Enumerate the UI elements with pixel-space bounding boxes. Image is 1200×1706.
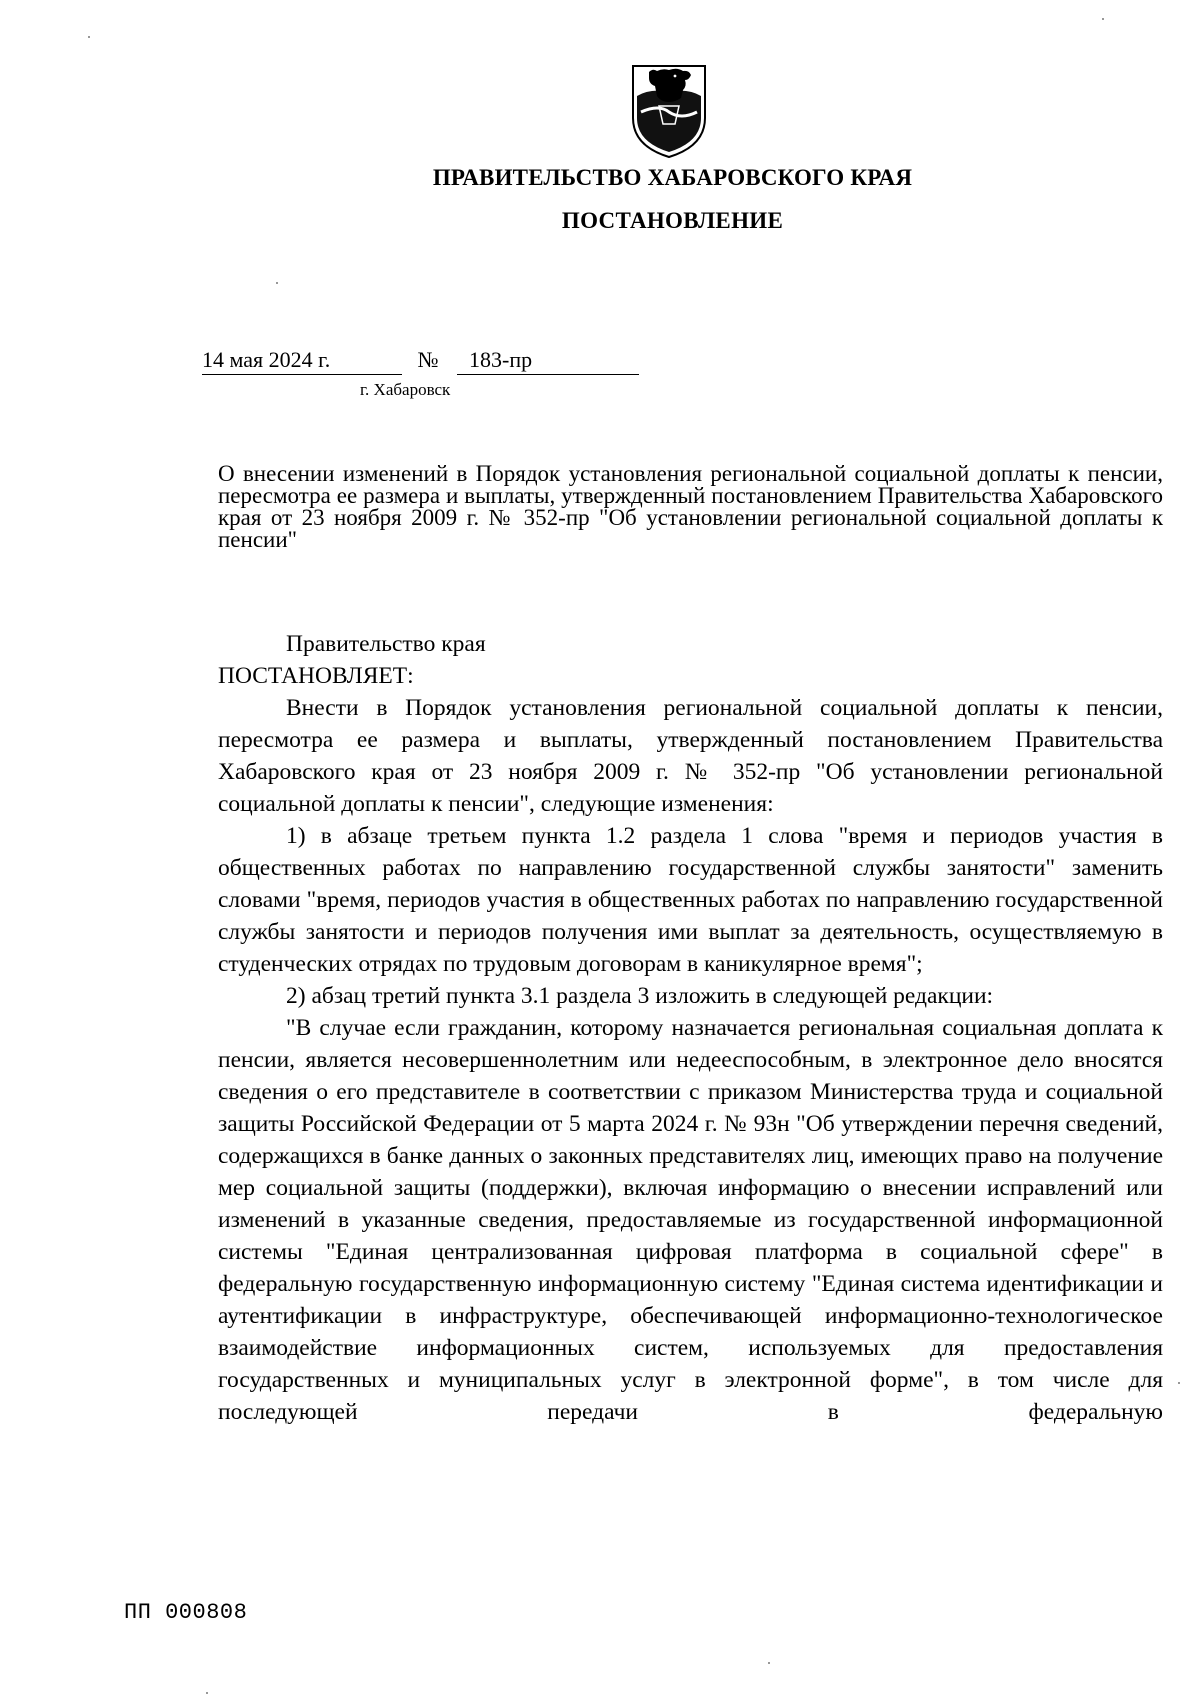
scan-speck bbox=[768, 1662, 770, 1664]
document-subject: О внесении изменений в Порядок установления региональной социальной доплаты к пенсии, пересмотра ее размера и выплаты, утвержденный постановлением Правительства Хабаровского края от 23 ноября 2009 г. № 352-пр "Об установлении региональной социальной доплаты к пенсии" bbox=[218, 461, 1163, 552]
scan-speck bbox=[276, 282, 278, 284]
intro-paragraph: Внести в Порядок установления региональной социальной доплаты к пенсии, пересмотра ее размера и выплаты, утвержденный постановлением Правительства Хабаровского края от 23 ноября 2009 г. № 352-пр "Об установлении региональной социальной доплаты к пенсии", следующие изменения: bbox=[218, 695, 1163, 817]
issuer-heading: ПРАВИТЕЛЬСТВО ХАБАРОВСКОГО КРАЯ bbox=[432, 165, 913, 190]
scan-speck bbox=[1178, 1382, 1180, 1384]
document-body bbox=[218, 628, 1163, 1428]
quoted-text-paragraph: "В случае если гражданин, которому назначается региональная социальная доплата к пенсии, является несовершеннолетним или недееспособным, в электронное дело вносятся сведения о его представителе в соответствии с приказом Министерства труда и социальной защиты Российской Федерации от 5 марта 2024 г. № 93н "Об утверждении перечня сведений, содержащихся в банке данных о законных представителях лиц, имеющих право на получение мер социальной защиты (поддержки), включая информацию о внесении исправлений или изменений в указанные сведения, предоставляемые из государственной информационной системы "Единая централизованная цифровая платформа в социальной сфере" в федеральную государственную информационную систему "Единая система идентификации и аутентификации в инфраструктуре, обеспечивающей информационно-технологическое взаимодействие информационных систем, используемых для предоставления государственных и муниципальных услуг в электронной форме", в том числе для последующей передачи в федеральную bbox=[218, 1015, 1163, 1425]
date-number-line bbox=[202, 347, 639, 375]
amendment-item-2: 2) абзац третий пункта 3.1 раздела 3 изложить в следующей редакции: bbox=[286, 983, 994, 1009]
document-kind-heading: ПОСТАНОВЛЕНИЕ bbox=[561, 208, 784, 233]
document-date: 14 мая 2024 г. bbox=[202, 347, 402, 375]
scan-speck bbox=[206, 1692, 208, 1694]
amendment-item-1: 1) в абзаце третьем пункта 1.2 раздела 1 слова "время и периодов участия в общественных работах по направлению государственной службы занятости" заменить словами "время, периодов участия в общественных работах по направлению государственной службы занятости и периодов получения ими выплат за деятельность, осуществляемую в студенческих отрядах по трудовым договорам в каникулярное время"; bbox=[218, 823, 1163, 977]
issuer-line: Правительство края bbox=[286, 631, 486, 657]
document-city: г. Хабаровск bbox=[360, 380, 451, 399]
khabarovsk-krai-coat-of-arms-icon bbox=[629, 62, 709, 160]
resolves-line: ПОСТАНОВЛЯЕТ: bbox=[218, 663, 414, 689]
form-code: ПП 000808 bbox=[124, 1600, 248, 1625]
scan-speck bbox=[88, 36, 90, 38]
document-number: 183-пр bbox=[457, 347, 639, 375]
scan-speck bbox=[1102, 18, 1104, 20]
number-sign: № bbox=[417, 347, 439, 372]
